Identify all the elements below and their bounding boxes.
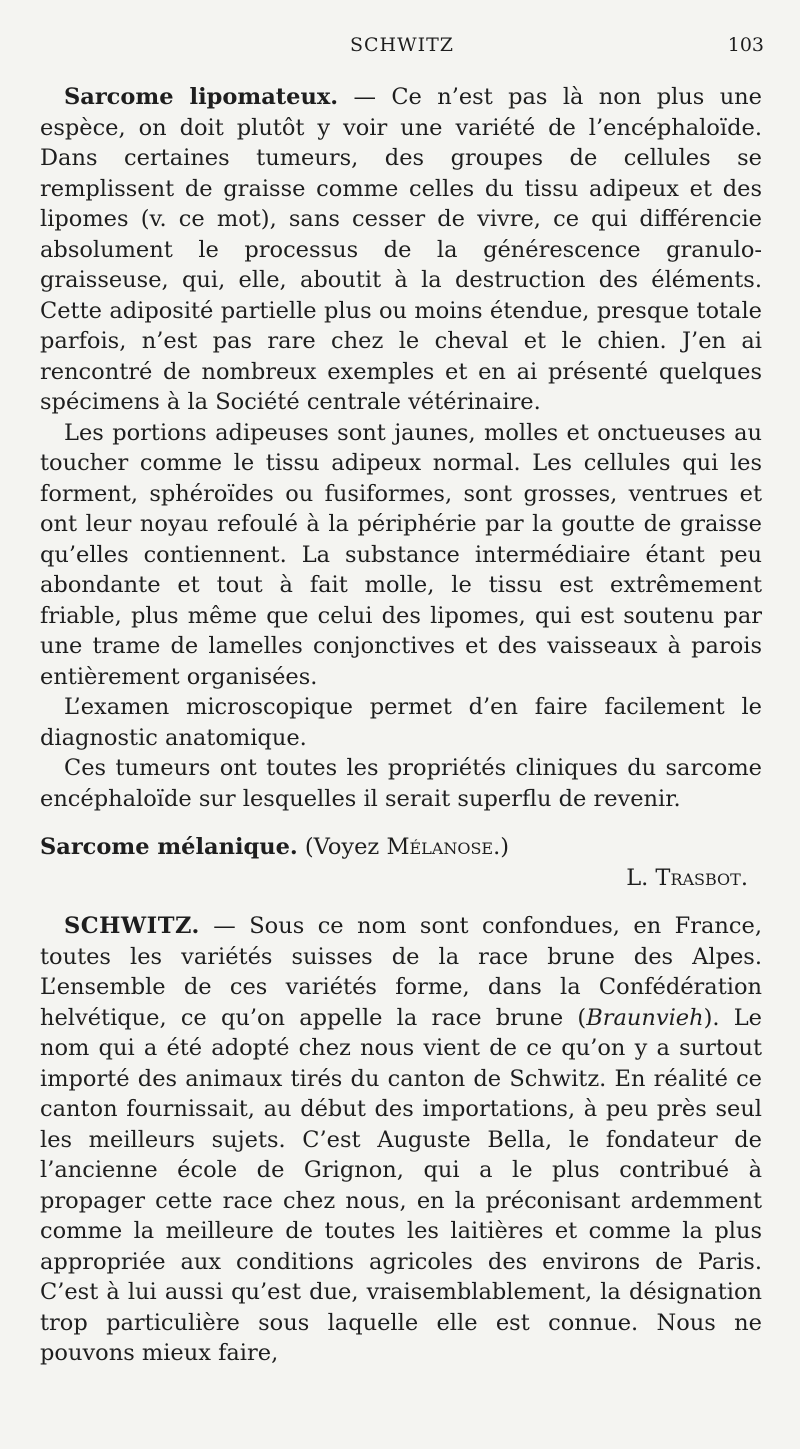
paragraph: L’examen microscopique permet d’en faire facilement le diagnostic anatomique.: [40, 694, 762, 751]
running-head: SCHWITZ: [349, 34, 455, 56]
italic-term: Braunvieh: [586, 1004, 704, 1031]
entry-sarcome-lipomateux: [40, 82, 762, 418]
entry-term: Sarcome mélanique.: [40, 834, 298, 860]
entry-schwitz: [40, 911, 762, 1369]
entry-text: — Ce n’est pas là non plus une espèce, on doit plutôt y voir une variété de l’encéphaloïde. Dans certaines tumeurs, des groupes de cellules se remplissent de graisse comme celles du tissu adipeux et des lipomes (v. ce mot), sans cesser de vivre, ce qui différencie absolument le processus de la générescence granulo-graisseuse, qui, elle, aboutit à la destruction des éléments. Cette adiposité partielle plus ou moins étendue, presque totale parfois, n’est pas rare chez le cheval et le chien. J’en ai rencontré de nombreux exemples et en ai présenté quelques spécimens à la Société centrale vétérinaire.: [40, 84, 762, 415]
entry-text-continued: ). Le nom qui a été adopté chez nous vient de ce qu’on y a surtout importé des animaux tirés du canton de Schwitz. En réalité ce canton fournissait, au début des importations, à peu près seul les meilleurs sujets. C’est Auguste Bella, le fondateur de l’ancienne école de Grignon, qui a le plus contribué à propager cette race chez nous, en la préconisant ardemment comme la meilleure de toutes les laitières et comme la plus appropriée aux conditions agricoles des environs de Paris. C’est à lui aussi qu’est due, vraisemblablement, la désignation trop particulière sous laquelle elle est connue. Nous ne pouvons mieux faire,: [40, 1004, 762, 1366]
entry-term: Sarcome lipomateux.: [64, 84, 339, 110]
cross-reference-close: .): [493, 834, 510, 860]
page-header: [40, 34, 764, 60]
entry-term: SCHWITZ.: [64, 913, 200, 939]
page-number: 103: [727, 34, 764, 56]
entry-sarcome-melanique: [40, 832, 762, 863]
author-signature: L. Trasbot.: [626, 864, 748, 891]
cross-reference-term: Mélanose: [386, 834, 494, 860]
paragraph: Les portions adipeuses sont jaunes, molles et onctueuses au toucher comme le tissu adipeux normal. Les cellules qui les forment, sphéroïdes ou fusiformes, sont grosses, ventrues et ont leur noyau refoulé à la périphérie par la goutte de graisse qu’elles contiennent. La substance intermédiaire étant peu abondante et tout à fait molle, le tissu est extrêmement friable, plus même que celui des lipomes, qui est soutenu par une trame de lamelles conjonctives et des vaisseaux à parois entièrement organisées.: [40, 419, 762, 690]
entry-text: — Sous ce nom sont confondues, en France, toutes les variétés suisses de la race brune des Alpes. L’ensemble de ces variétés forme, dans la Confédération helvétique, ce qu’on appelle la race brune (: [40, 913, 762, 1031]
paragraph: Ces tumeurs ont toutes les propriétés cliniques du sarcome encéphaloïde sur lesquelles il serait superflu de revenir.: [40, 755, 762, 812]
body-text: [40, 82, 762, 1369]
cross-reference-open: (Voyez: [297, 834, 387, 860]
